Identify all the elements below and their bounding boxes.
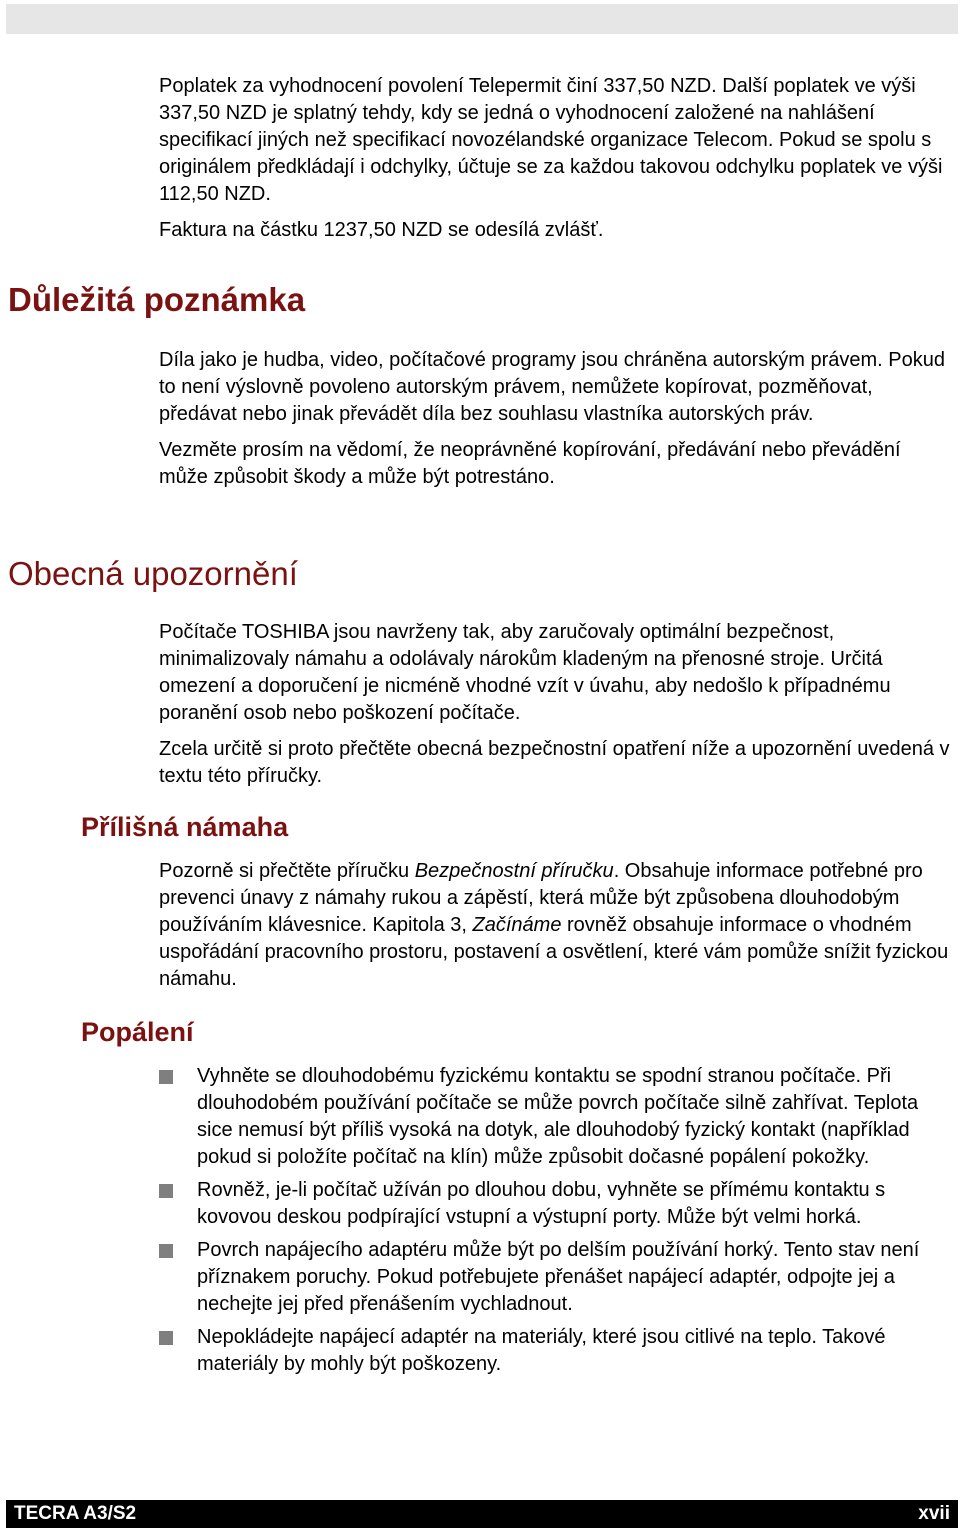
burns-list — [159, 1063, 955, 1378]
telepermit-section — [159, 73, 955, 244]
list-item — [159, 1177, 955, 1231]
invoice-paragraph: Faktura na částku 1237,50 NZD se odesílá zvlášť. — [159, 219, 604, 241]
footer-model-name: TECRA A3/S2 — [14, 1503, 137, 1524]
list-item — [159, 1237, 955, 1318]
list-item-text: Vyhněte se dlouhodobému fyzickému kontaktu se spodní stranou počítače. Při dlouhodobém používání počítače se může povrch počítače silně zahřívat. Teplota sice nemusí být příliš vysoká na dotyk, ale dlouhodobý fyzický kontakt (například pokud si položíte počítač na klín) může způsobit dočasné popálení pokožky. — [197, 1065, 919, 1168]
list-item — [159, 1063, 955, 1171]
strain-paragraph — [159, 858, 955, 993]
unauthorized-copy-paragraph: Vezměte prosím na vědomí, že neoprávněné kopírování, předávání nebo převádění může způsobit škody a může být potrestáno. — [159, 439, 901, 488]
strain-text-before: Pozorně si přečtěte příručku — [159, 860, 415, 882]
getting-started-title: Začínáme — [472, 914, 562, 936]
telepermit-fee-paragraph: Poplatek za vyhodnocení povolení Telepermit činí 337,50 NZD. Další poplatek ve výši 337,50 NZD je splatný tehdy, kdy se jedná o vyhodnocení založené na nahlášení specifikací jiných než specifikací novozélandské organizace Telecom. Pokud se spolu s originálem předkládají i odchylky, účtuje se za každou takovou odchylku poplatek ve výši 112,50 NZD. — [159, 75, 943, 205]
bullet-square-icon — [159, 1244, 173, 1258]
read-precautions-paragraph: Zcela určitě si proto přečtěte obecná bezpečnostní opatření níže a upozornění uvedená v textu této příručky. — [159, 738, 950, 787]
list-item — [159, 1324, 955, 1378]
bullet-square-icon — [159, 1070, 173, 1084]
page-footer — [6, 1500, 958, 1528]
safety-guide-title: Bezpečnostní příručku — [414, 860, 614, 882]
list-item-text: Nepokládejte napájecí adaptér na materiály, které jsou citlivé na teplo. Takové materiály by mohly být poškozeny. — [197, 1326, 886, 1375]
list-item-text: Povrch napájecího adaptéru může být po delším používání horký. Tento stav není příznakem poruchy. Pokud potřebujete přenášet napájecí adaptér, odpojte jej a nechejte jej před přenášením vychladnout. — [197, 1239, 920, 1315]
copyright-paragraph: Díla jako je hudba, video, počítačové programy jsou chráněna autorským právem. Pokud to není výslovně povoleno autorským právem, nemůžete kopírovat, pozměňovat, předávat nebo jinak převádět díla bez souhlasu vlastníka autorských práv. — [159, 349, 945, 425]
header-bar — [6, 4, 958, 34]
list-item-text: Rovněž, je-li počítač užíván po dlouhou dobu, vyhněte se přímému kontaktu s kovovou deskou podpírající vstupní a výstupní porty. Může být velmi horká. — [197, 1179, 886, 1228]
toshiba-safety-paragraph: Počítače TOSHIBA jsou navrženy tak, aby zaručovaly optimální bezpečnost, minimalizovaly námahu a odolávaly nárokům kladeným na přenosné stroje. Určitá omezení a doporučení je nicméně vhodné vzít v úvahu, aby nedošlo k případnému poranění osob nebo poškození počítače. — [159, 621, 891, 724]
strain-text-after: rovněž obsahuje informace o vhodném uspořádání pracovního prostoru, postavení a osvětlení, které vám pomůže snížit fyzickou námahu. — [159, 914, 949, 990]
bullet-square-icon — [159, 1331, 173, 1345]
general-warnings-section — [159, 619, 955, 790]
important-note-heading: Důležitá poznámka — [8, 281, 306, 318]
strain-section — [159, 858, 955, 993]
bullet-square-icon — [159, 1184, 173, 1198]
general-warnings-heading: Obecná upozornění — [8, 555, 298, 592]
important-note-section — [159, 347, 955, 491]
burns-heading: Popálení — [81, 1017, 194, 1047]
page-number: xvii — [918, 1503, 950, 1524]
strain-text-middle: . Obsahuje informace potřebné pro prevenci únavy z námahy rukou a zápěstí, která může být způsobena dlouhodobým používáním klávesnice. Kapitola 3, — [159, 860, 923, 936]
strain-heading: Přílišná námaha — [81, 812, 289, 842]
